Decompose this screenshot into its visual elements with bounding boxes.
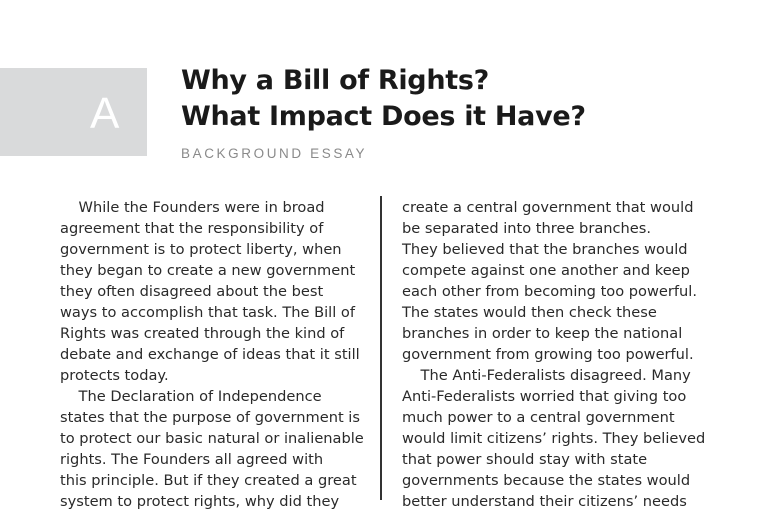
column-divider <box>380 196 382 500</box>
text-line: to protect our basic natural or inalienable <box>60 430 364 447</box>
text-line: debate and exchange of ideas that it still <box>60 346 360 363</box>
left-text-column <box>60 197 364 512</box>
essay-subtitle: BACKGROUND ESSAY <box>181 146 368 161</box>
text-line: government is to protect liberty, when <box>60 241 342 258</box>
text-line: The Anti-Federalists disagreed. Many <box>402 367 691 384</box>
text-line: create a central government that would <box>402 199 694 216</box>
text-line: much power to a central government <box>402 409 675 426</box>
title-line-1: Why a Bill of Rights? <box>181 65 489 96</box>
section-badge <box>0 68 147 156</box>
text-line: Rights was created through the kind of <box>60 325 345 342</box>
section-letter: A <box>90 89 120 138</box>
text-line: they often disagreed about the best <box>60 283 324 300</box>
text-line: The Declaration of Independence <box>60 388 322 405</box>
text-line: be separated into three branches. <box>402 220 652 237</box>
text-line: They believed that the branches would <box>402 241 688 258</box>
title-line-2: What Impact Does it Have? <box>181 101 586 132</box>
text-line: While the Founders were in broad <box>60 199 325 216</box>
text-line: would limit citizens’ rights. They believed <box>402 430 706 447</box>
text-line: The states would then check these <box>402 304 657 321</box>
text-line: governments because the states would <box>402 472 691 489</box>
text-line: Anti-Federalists worried that giving too <box>402 388 687 405</box>
text-line: government from growing too powerful. <box>402 346 694 363</box>
text-line: ways to accomplish that task. The Bill of <box>60 304 355 321</box>
page-title <box>181 63 586 135</box>
text-line: states that the purpose of government is <box>60 409 360 426</box>
text-line: branches in order to keep the national <box>402 325 683 342</box>
text-line: protects today. <box>60 367 169 384</box>
right-text-column <box>402 197 705 512</box>
text-line: each other from becoming too powerful. <box>402 283 697 300</box>
text-line: agreement that the responsibility of <box>60 220 324 237</box>
text-line: that power should stay with state <box>402 451 648 468</box>
text-line: system to protect rights, why did they <box>60 493 340 510</box>
text-line: they began to create a new government <box>60 262 356 279</box>
text-line: this principle. But if they created a great <box>60 472 357 489</box>
text-line: rights. The Founders all agreed with <box>60 451 324 468</box>
text-line: better understand their citizens’ needs <box>402 493 687 510</box>
text-line: compete against one another and keep <box>402 262 690 279</box>
